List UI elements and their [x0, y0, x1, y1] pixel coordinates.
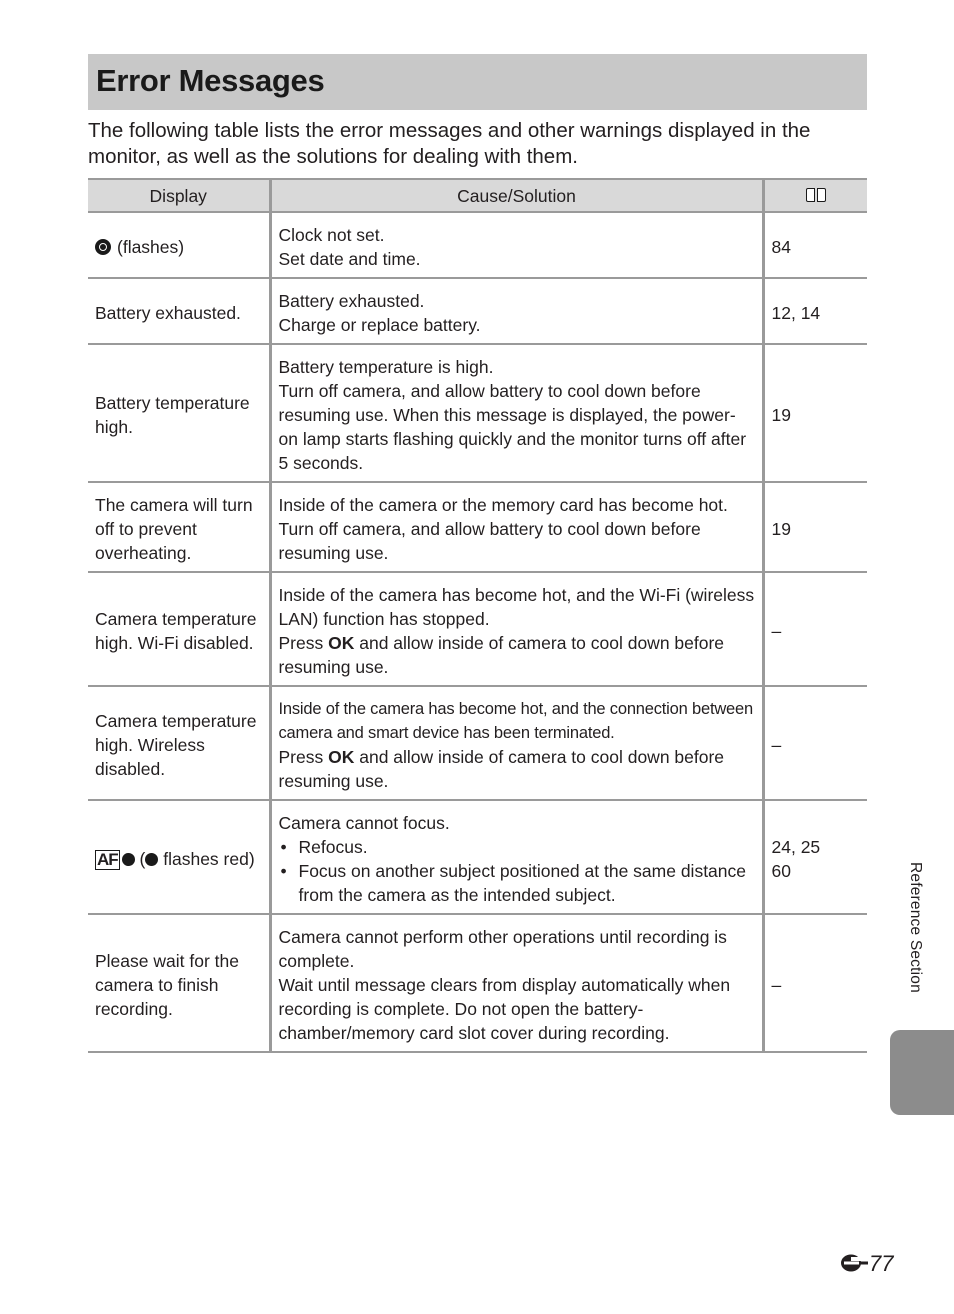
error-messages-table: [88, 178, 867, 1053]
display-cell: Battery exhausted.: [88, 278, 270, 344]
cause-line: Charge or replace battery.: [278, 315, 481, 335]
cause-cell: [270, 572, 763, 686]
cause-line: Inside of the camera has become hot, and the connection between camera and smart device has been terminated.: [278, 700, 753, 742]
reference-section-tab[interactable]: [890, 1030, 954, 1115]
cause-cell: [270, 344, 763, 482]
press-word: Press: [278, 633, 324, 653]
press-word: Press: [278, 747, 324, 767]
ok-button-label: OK: [328, 747, 355, 767]
display-cell: Battery temperature high.: [88, 344, 270, 482]
display-cell: Camera temperature high. Wi-Fi disabled.: [88, 572, 270, 686]
page-cell: 19: [763, 344, 867, 482]
cause-cell: [270, 278, 763, 344]
header-page: [763, 179, 867, 212]
page-line: 60: [771, 861, 791, 881]
focus-dot-icon: [122, 853, 135, 866]
af-icon: AF: [97, 850, 118, 869]
cause-line: Set date and time.: [278, 249, 421, 269]
bullet-list: [279, 835, 755, 907]
bullet-item: • Refocus.: [279, 835, 755, 859]
cause-line: Turn off camera, and allow battery to cool down before resuming use. When this message is displayed, the power-on lamp starts flashing quickly and the monitor turns off after 5 seconds.: [278, 381, 747, 473]
display-cell: Please wait for the camera to finish recording.: [88, 914, 270, 1052]
table-header-row: [88, 179, 867, 212]
side-tab-label: Reference Section: [907, 862, 924, 993]
title-bar: [88, 54, 867, 110]
display-text: (flashes): [117, 237, 185, 257]
cause-cell: [270, 212, 763, 278]
cause-line: Camera cannot perform other operations until recording is complete.: [278, 927, 727, 971]
table-row: [88, 344, 867, 482]
cause-line: Inside of the camera or the memory card has become hot.: [278, 495, 728, 515]
cause-line: Camera cannot focus.: [278, 813, 450, 833]
display-cell: Camera temperature high. Wireless disabled.: [88, 686, 270, 800]
table-row: [88, 686, 867, 800]
page-title: Error Messages: [96, 63, 325, 98]
cause-line: Clock not set.: [278, 225, 385, 245]
cause-line: Turn off camera, and allow battery to cool down before resuming use.: [278, 519, 701, 563]
book-icon: [805, 188, 827, 204]
header-display: Display: [88, 179, 270, 212]
press-rest: and allow inside of camera to cool down before resuming use.: [278, 633, 725, 677]
page-line: 24, 25: [771, 837, 821, 857]
table-row: [88, 914, 867, 1052]
cause-line: Wait until message clears from display automatically when recording is complete. Do not open the battery-chamber/memory card slot cover during recording.: [278, 975, 731, 1043]
display-cell: [88, 800, 270, 914]
cause-cell: [270, 914, 763, 1052]
cause-line: Battery exhausted.: [278, 291, 425, 311]
table-row: [88, 572, 867, 686]
table-row: [88, 482, 867, 572]
bullet-item: • Focus on another subject positioned at the same distance from the camera as the intended subject.: [279, 859, 755, 907]
table-row: [88, 212, 867, 278]
page-number-text: 77: [869, 1251, 894, 1276]
table-row: [88, 800, 867, 914]
page-cell: 84: [763, 212, 867, 278]
page-cell: [763, 800, 867, 914]
header-cause: Cause/Solution: [270, 179, 763, 212]
cause-cell: [270, 686, 763, 800]
e-section-icon: [840, 1251, 868, 1277]
focus-dot-icon: [145, 853, 158, 866]
ok-button-label: OK: [328, 633, 355, 653]
cause-cell: [270, 482, 763, 572]
clock-icon: [95, 239, 111, 255]
page-cell: –: [763, 686, 867, 800]
cause-press-line: [279, 631, 755, 679]
display-cell: The camera will turn off to prevent overheating.: [88, 482, 270, 572]
cause-press-line: [279, 745, 755, 793]
table-row: [88, 278, 867, 344]
page-cell: 19: [763, 482, 867, 572]
display-cell: [88, 212, 270, 278]
page-number: [840, 1251, 893, 1277]
cause-line: Inside of the camera has become hot, and the Wi-Fi (wireless LAN) function has stopped.: [278, 585, 755, 629]
page-cell: –: [763, 914, 867, 1052]
page-cell: –: [763, 572, 867, 686]
cause-cell: [270, 800, 763, 914]
intro-text: The following table lists the error messages and other warnings displayed in the monitor, as well as the solutions for dealing with them.: [88, 119, 811, 168]
press-rest: and allow inside of camera to cool down before resuming use.: [278, 747, 725, 791]
page-cell: 12, 14: [763, 278, 867, 344]
cause-line: Battery temperature is high.: [278, 357, 494, 377]
display-text: ( flashes red): [139, 849, 255, 869]
